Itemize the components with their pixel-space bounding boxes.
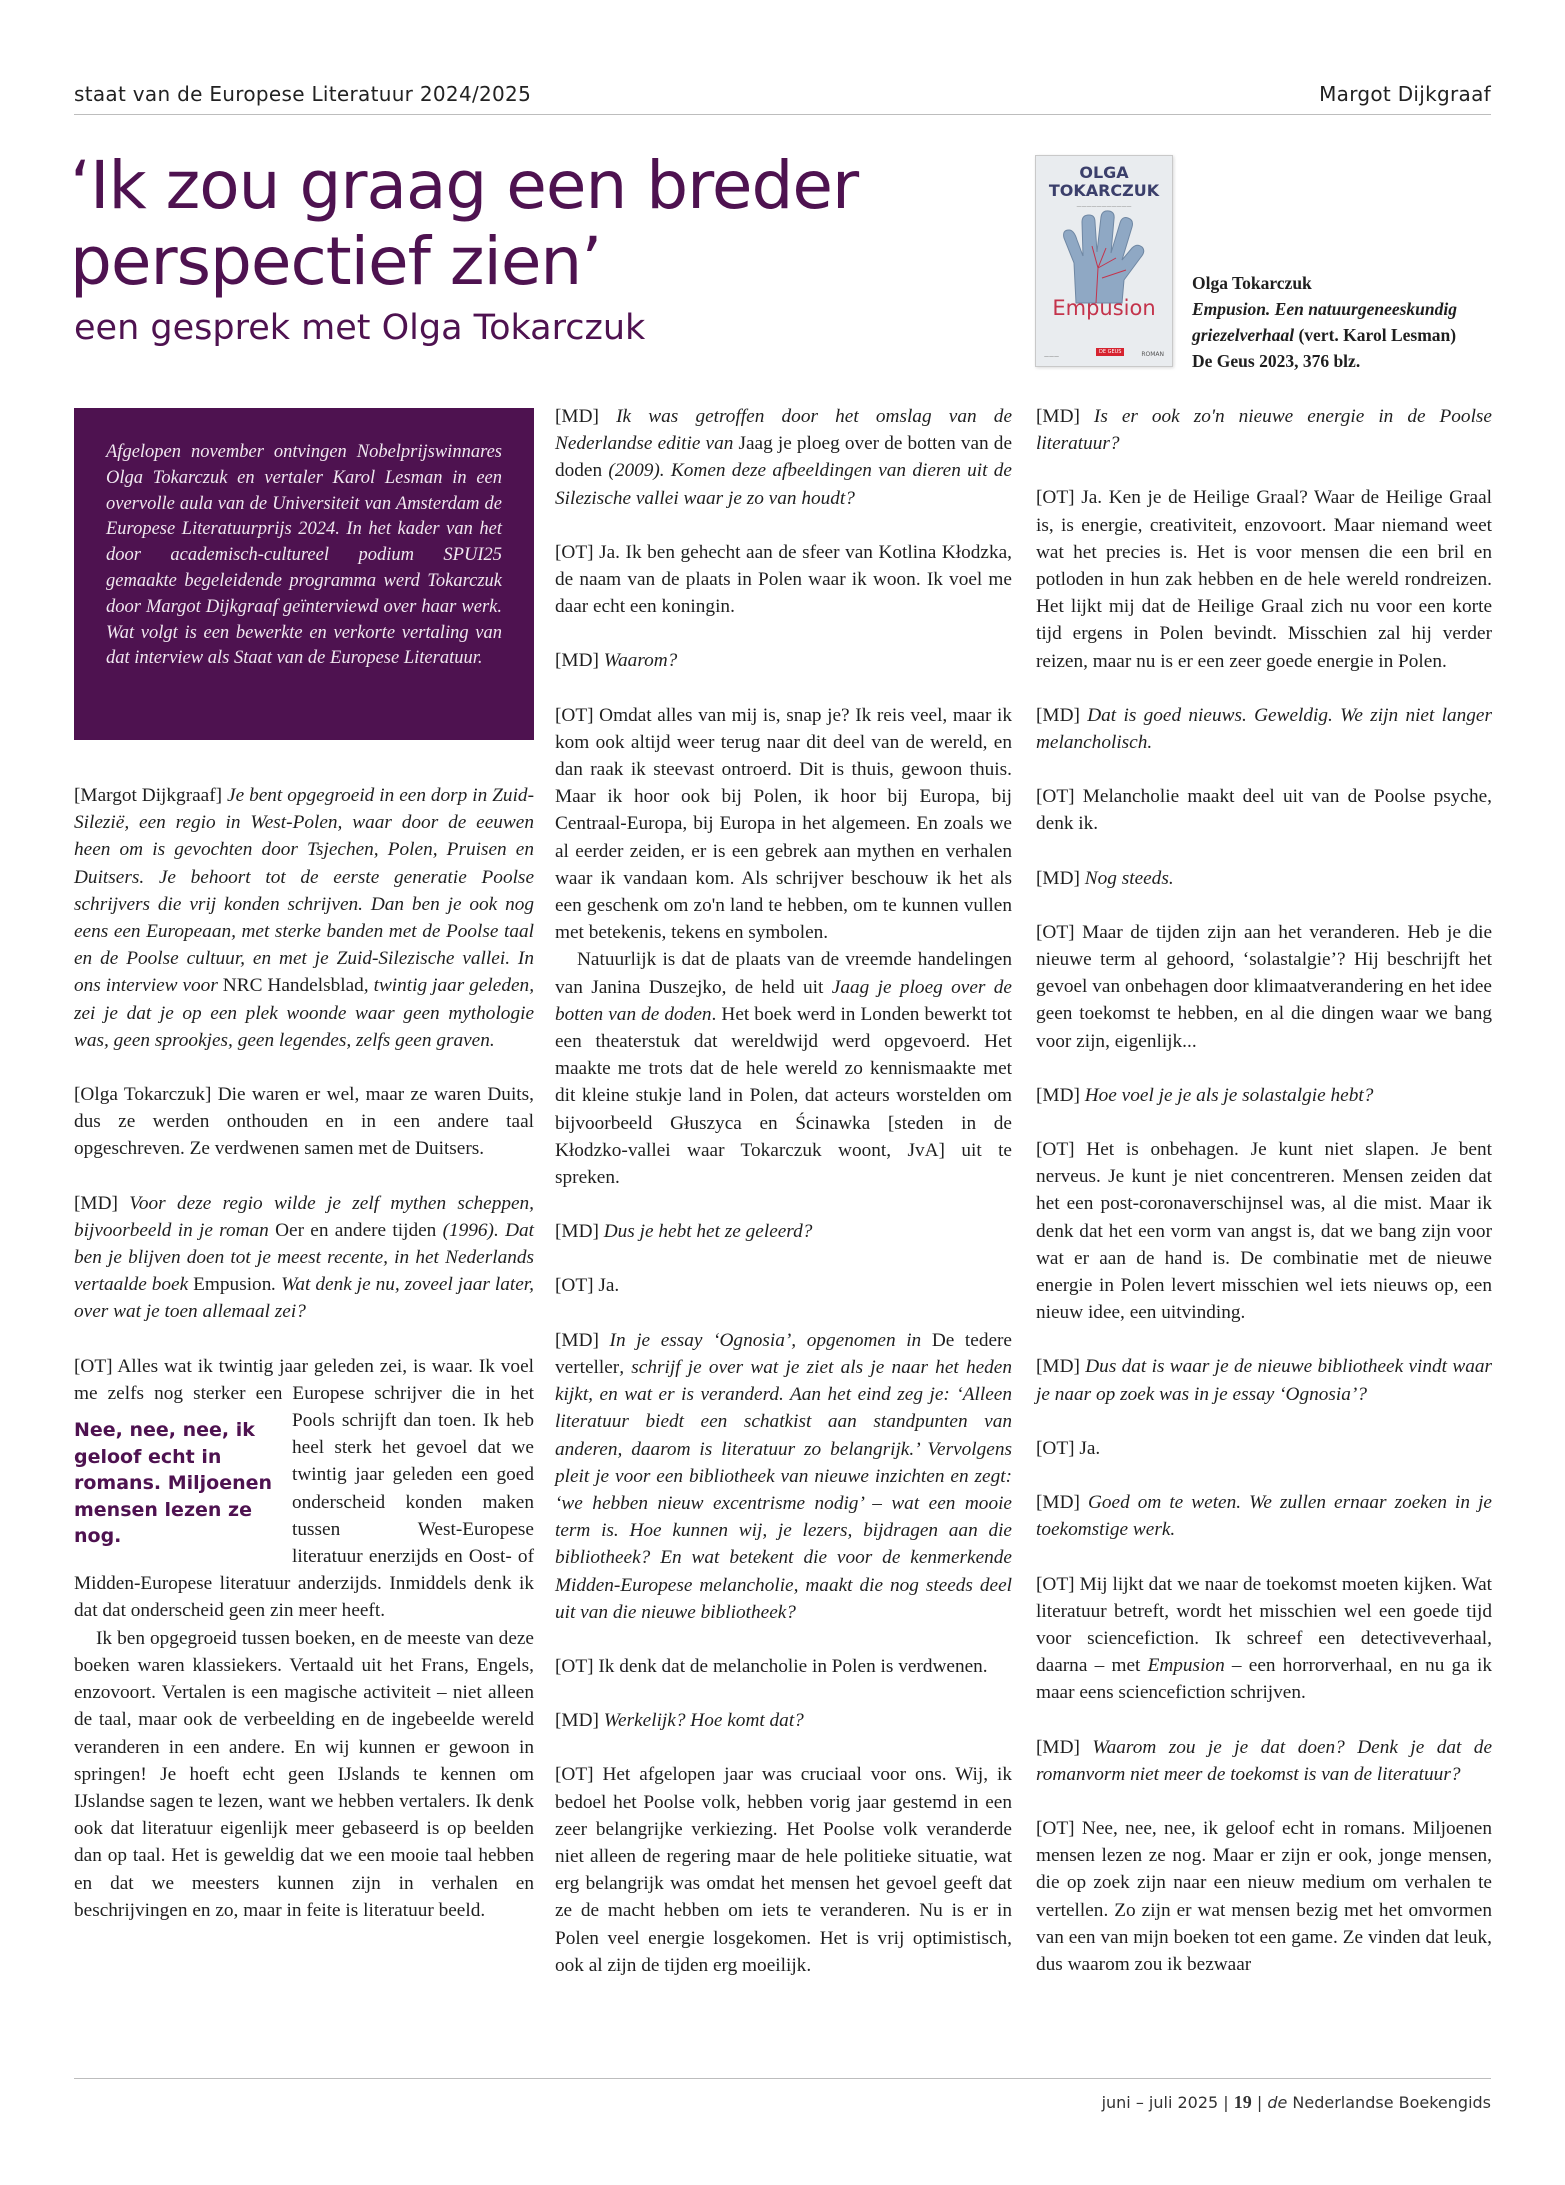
book-title: De tedere verteller: [555, 1329, 1012, 1378]
paragraph: [1036, 1489, 1492, 1543]
page-number: 19: [1233, 2092, 1252, 2112]
paragraph: [OT] Omdat alles van mij is, snap je? Ik reis veel, maar ik kom ook altijd weer terug naar dit deel van de wereld, en dan raak ik steevast ontroerd. Dit is thuis, gewoon thuis. Maar ik hoor ook bij Polen, ik hoor bij Europa, bij Centraal-Europa, bij Europa in het algemeen. En zoals we al eerder zeiden, er is een gebrek aan mythen en verhalen waar ik vandaan kom. Als schrijver beschouw ik het als een geschenk om zo'n land te hebben, om te kunnen vullen met betekenis, tekens en symbolen.: [555, 704, 1012, 944]
question-text: In je essay ‘Ognosia’, opgenomen in: [598, 1329, 932, 1351]
paragraph: [1036, 1734, 1492, 1788]
footer-separator: |: [1218, 2093, 1234, 2112]
cover-author: OLGA TOKARCZUK: [1048, 163, 1160, 200]
speaker-label: [MD]: [1036, 1492, 1080, 1514]
question-text: Dat is goed nieuws. Geweldig. We zijn niet langer melancholisch.: [1036, 704, 1492, 754]
speaker-label: [MD]: [1036, 1736, 1080, 1758]
speaker-label: [MD]: [555, 406, 599, 427]
question-text: (2009). Komen deze afbeeldingen van dieren uit de Silezische vallei waar je zo van houdt?: [555, 460, 1012, 509]
article-title: ‘Ik zou graag een breder perspectief zien’: [70, 147, 859, 300]
speaker-label: [MD]: [555, 650, 599, 672]
question-text: Is er ook zo'n nieuwe energie in de Poolse literatuur?: [1036, 406, 1492, 455]
paragraph: [OT] Ik denk dat de melancholie in Polen is verdwenen.: [555, 1655, 988, 1677]
book-title: Empusion: [1147, 1655, 1225, 1677]
publication-prefix: de: [1267, 2093, 1288, 2112]
book-title: Oer en andere tijden: [275, 1219, 437, 1241]
question-text: Ik was getroffen door het omslag van de Nederlandse editie van: [555, 406, 1012, 455]
paragraph: [OT] Ja.: [555, 1275, 620, 1297]
paragraph: [OT] Ja.: [1036, 1437, 1101, 1459]
publication-name: Nederlandse Boekengids: [1287, 2093, 1491, 2112]
question-text: Waarom zou je je dat doen? Denk je dat de romanvorm niet meer de toekomst is van de literatuur?: [1036, 1736, 1492, 1785]
answer-text: het Pools schrijft dan toen. Ik heb heel sterk het gevoel dat we twintig jaar geleden een goed onderscheid konden maken tussen West-Europese literatuur enerzijds en Oost- of Midden-Europese literatuur anderzijds. Inmiddels denk ik dat dat onderscheid geen zin meer heeft.: [74, 1382, 534, 1622]
speaker-label: [MD]: [555, 1710, 599, 1732]
question-text: Je bent opgegroeid in een dorp in Zuid-Silezië, een regio in West-Polen, waar door de eeuwen heen om is gevochten door Tsjechen, Polen, Pruisen en Duitsers. Je behoort tot de eerste generatie Poolse schrijvers die vrij konden schrijven. Dan ben je ook nog eens een Europeaan, met sterke banden met de Poolse taal en de Poolse cultuur, en met je Zuid-Silezische vallei. In ons interview voor: [74, 785, 534, 997]
question-text: Werkelijk? Hoe komt dat?: [598, 1710, 804, 1732]
book-title: Empusion: [193, 1274, 272, 1296]
book-caption: [1192, 270, 1492, 374]
running-header: [74, 78, 1491, 115]
question-text: , schrijf je over wat je ziet als je naar het heden kijkt, en wat er is veranderd. Aan het eind zeg je: ‘Alleen literatuur biedt een schatkist aan standpunten van anderen, daarom is literatuur zo belangrijk.’ Vervolgens pleit je voor een bibliotheek van nieuwe inzichten en zegt: ‘we hebben nieuw excentrisme nodig’ – wat een mooie term is. Hoe kunnen wij, je lezers, bijdragen aan die bibliotheek? En wat betekent die voor de kenmerkende Midden-Europese melancholie, maakt die nog steeds deel uit van die nieuwe bibliotheek?: [555, 1356, 1012, 1623]
paragraph: [555, 403, 1012, 512]
answer-text: [OT] Alles wat ik twintig jaar geleden zei, is waar. Ik voel me zelfs nog sterker een Europese schrijver die in: [74, 1355, 534, 1404]
paragraph: [OT] Melancholie maakt deel uit van de Poolse psyche, denk ik.: [1036, 786, 1492, 835]
answer-text: – een horrorverhaal, en nu ga ik maar eens sciencefiction schrijven.: [1036, 1655, 1493, 1704]
footer-divider: [74, 2078, 1491, 2079]
speaker-label: [Margot Dijkgraaf]: [74, 785, 223, 806]
paragraph: [OT] Het afgelopen jaar was cruciaal voor ons. Wij, ik bedoel het Poolse volk, hebben vorig jaar gestemd in een zeer belangrijke verkiezing. Het Poolse volk veranderde niet alleen de regering maar de hele politieke situatie, wat erg belangrijk was omdat het mensen het gevoel geeft dat ze de macht hebben om iets te veranderen. Nu is er in Polen veel energie losgekomen. Het is vrij optimistisch, ook al zijn de tijden erg moeilijk.: [555, 1764, 1012, 1976]
paragraph: Ik ben opgegroeid tussen boeken, en de meeste van deze boeken waren klassiekers. Vertaald uit het Frans, Engels, enzovoort. Vertalen is een magische activiteit – niet alleen de taal, maar ook de verbeelding en de ingebeelde wereld veranderen in een andere. En wij kunnen er gewoon in springen! Je hoeft echt geen IJslands te kennen om IJslandse sagen te lezen, want we hebben vertalers. Ik denk ook dat literatuur eigenlijk meer gebaseerd is op beelden dan op taal. Het is geweldig dat we een mooie taal hebben en dat we meesters kunnen zijn in verhalen en beschrijvingen en zo, maar in feite is literatuur beeld.: [74, 1627, 534, 1921]
paragraph: [OT] Ja. Ken je de Heilige Graal? Waar de Heilige Graal is, is energie, creativiteit, enzovoort. Maar niemand weet wat het precies is. Het is voor mensen die een bril en potloden in hun zak hebben en de hele wereld rondreizen. Het lijkt mij dat de Heilige Graal zich nu voor een korte tijd ergens in Polen bevindt. Misschien zal hij verder reizen, maar nu is er een zeer goede energie in Polen.: [1036, 487, 1492, 672]
paragraph: [1036, 702, 1492, 756]
footer-separator: |: [1251, 2093, 1268, 2112]
speaker-label: [MD]: [1036, 704, 1080, 726]
book-cover-image: [1035, 155, 1173, 367]
running-header-section: staat van de Europese Literatuur 2024/2025: [74, 82, 532, 106]
paragraph: [OT] Nee, nee, nee, ik geloof echt in romans. Miljoenen mensen lezen ze nog. Maar er zijn er ook, jonge mensen, die op zoek zijn naar een nieuw medium om verhalen te vertellen. Zo zijn er wat mensen bezig met het omvormen van een van mijn boeken tot een game. Ze vinden dat leuk, dus waarom zou ik bezwaar: [1036, 1817, 1492, 1975]
question-text: Waarom?: [598, 650, 678, 672]
speaker-label: [MD]: [74, 1192, 118, 1214]
cover-genre: ROMAN: [1141, 351, 1164, 358]
paragraph: [1036, 865, 1492, 892]
paragraph: [OT] Maar de tijden zijn aan het veranderen. Heb je die nieuwe term al gehoord, ‘solastalgie’? Hij beschrijft het gevoel van onbehagen door klimaatverandering en het idee geen toekomst te hebben, en al die dingen waar we bang voor zijn, eigenlijk...: [1036, 921, 1492, 1052]
speaker-label: [MD]: [555, 1221, 599, 1243]
column-3: [1036, 403, 1492, 1978]
question-text: Goed om te weten. We zullen ernaar zoeken in je toekomstige werk.: [1036, 1492, 1492, 1541]
question-text: Hoe voel je je als je solastalgie hebt?: [1079, 1084, 1374, 1106]
speaker-label: [MD]: [555, 1329, 599, 1351]
answer-text: Natuurlijk is dat de plaats van de vreemde handelingen van Janina Duszejko, de held uit: [555, 949, 1012, 998]
paragraph: [555, 1218, 1012, 1245]
pull-quote: Nee, nee, nee, ik geloof echt in romans. Miljoenen mensen lezen ze nog.: [74, 1419, 273, 1548]
question-text: . Wat denk je nu, zoveel jaar later, over wat je toen allemaal zei?: [74, 1274, 534, 1323]
caption-translator: (vert. Karol Lesman): [1294, 325, 1457, 345]
paragraph: [555, 647, 1012, 674]
paragraph: [OT] Het is onbehagen. Je kunt niet slapen. Je bent nerveus. Je kunt je niet concentreren. Mensen zeiden dat het een post-coronaverschijnsel was, al die mist. Maar ik denk dat het een vorm van angst is, dat we bang zijn voor wat er aan de hand is. De combinatie met de nieuwe energie in Polen levert misschien wel iets nieuws op, een nieuw idee, een uitvinding.: [1036, 1139, 1492, 1324]
paragraph: [555, 1327, 1012, 1626]
paragraph: [1036, 1353, 1492, 1407]
paragraph: [555, 946, 1012, 1191]
caption-publisher: De Geus 2023, 376 blz.: [1192, 351, 1361, 371]
speaker-label: [MD]: [1036, 406, 1080, 427]
column-2: [555, 403, 1012, 1979]
paragraph: [74, 1353, 534, 1625]
glove-illustration: [1036, 208, 1172, 308]
running-header-author: Margot Dijkgraaf: [1319, 82, 1491, 106]
article-subtitle: een gesprek met Olga Tokarczuk: [74, 308, 646, 348]
question-text: Nog steeds.: [1079, 867, 1174, 889]
book-title: Jaag je ploeg over de botten van de doden: [555, 976, 1012, 1025]
cover-title: Empusion: [1052, 296, 1156, 320]
caption-book-title: Empusion. Een natuurgeneeskundig griezelverhaal: [1192, 299, 1458, 345]
cover-publisher: DE GEUS: [1096, 348, 1124, 356]
intro-text: Afgelopen november ontvingen Nobelprijswinnares Olga Tokarczuk en vertaler Karol Lesman in een overvolle aula van de Universiteit van Amsterdam de Europese Literatuurprijs 2024. In het kader van het door academisch-cultureel podium SPUI25 gemaakte begeleidende programma werd Tokarczuk door Margot Dijkgraaf geïnterviewd over haar werk. Wat volgt is een bewerkte en verkorte vertaling van dat interview als Staat van de Europese Literatuur.: [106, 442, 502, 669]
speaker-label: [MD]: [1036, 1084, 1080, 1106]
paragraph: [74, 782, 534, 1054]
book-title: Jaag je ploeg over de botten van de doden: [555, 433, 1012, 482]
answer-text: . Het boek werd in Londen bewerkt tot een theaterstuk dat wereldwijd werd opgevoerd. Het maakte me trots dat de hele wereld zo kennismaakte met dit kleine stukje land in Polen, dat acteurs worstelden om bijvoorbeeld Głuszyca en Ścinawka [steden in de Kłodzko-vallei waar Tokarczuk woont, JvA] uit te spreken.: [555, 1003, 1012, 1189]
column-1: [74, 782, 534, 1924]
cover-blurb-line: ———————————: [1076, 204, 1132, 210]
publication-name: NRC Handelsblad: [222, 975, 364, 997]
paragraph: [Olga Tokarczuk] Die waren er wel, maar ze waren Duits, dus ze werden onthouden en in een andere taal opgeschreven. Ze verdwenen samen met de Duitsers.: [74, 1084, 534, 1160]
paragraph: [555, 1707, 1012, 1734]
paragraph: [74, 1190, 534, 1326]
caption-author: Olga Tokarczuk: [1192, 273, 1312, 293]
speaker-label: [MD]: [1036, 1356, 1080, 1378]
question-text: Dus je hebt het ze geleerd?: [598, 1221, 813, 1243]
paragraph: [1036, 403, 1492, 457]
question-text: Voor deze regio wilde je zelf mythen scheppen, bijvoorbeeld in je roman: [74, 1192, 534, 1241]
paragraph: [1036, 1571, 1492, 1707]
question-text: , twintig jaar geleden, zei je dat je op een plek woonde waar geen mythologie was, geen sprookjes, geen legendes, zelfs geen graven.: [74, 975, 535, 1051]
page-footer: [1102, 2092, 1491, 2113]
paragraph: [OT] Ja. Ik ben gehecht aan de sfeer van Kotlina Kłodzka, de naam van de plaats in Polen waar ik woon. Ik voel me daar echt een koningin.: [555, 541, 1012, 618]
speaker-label: [MD]: [1036, 867, 1080, 889]
issue-date: juni – juli 2025: [1101, 2093, 1219, 2112]
intro-box: [74, 408, 534, 740]
question-text: (1996). Dat ben je blijven doen tot je meest recente, in het Nederlands vertaalde boek: [74, 1219, 534, 1296]
paragraph: [1036, 1082, 1492, 1109]
answer-text: [OT] Mij lijkt dat we naar de toekomst moeten kijken. Wat literatuur betreft, wordt het misschien wel een goede tijd voor sciencefiction. Ik schreef een detectiveverhaal, daarna – met: [1036, 1573, 1492, 1677]
question-text: Dus dat is waar je de nieuwe bibliotheek vindt waar je naar op zoek was in je essay ‘Ognosia’?: [1036, 1356, 1492, 1405]
cover-footnote: ———: [1044, 354, 1059, 360]
